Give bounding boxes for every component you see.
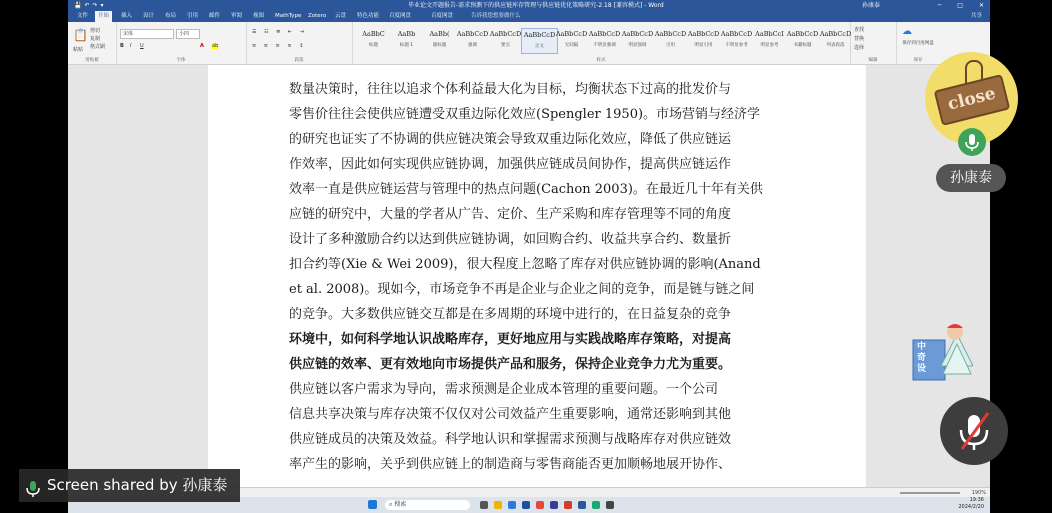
taskbar-search[interactable]: ⌕ 搜索 <box>385 500 470 510</box>
save-label: 保存 <box>913 58 923 63</box>
tab-review[interactable]: 审阅 <box>231 13 243 19</box>
styles-group <box>352 22 851 64</box>
style-item[interactable] <box>356 28 391 52</box>
paragraph-group <box>246 22 353 64</box>
document-line: 供应链以客户需求为导向，需求预测是企业成本管理的重要问题。一个公司 <box>289 382 719 397</box>
save-to-baidu-button[interactable]: 保存到百度网盘 <box>902 41 934 46</box>
font-color-icon[interactable]: A <box>200 43 204 49</box>
file-explorer-icon[interactable] <box>494 501 502 509</box>
task-view-icon[interactable] <box>480 501 488 509</box>
word-icon[interactable] <box>578 501 586 509</box>
app-icon-3[interactable] <box>550 501 558 509</box>
mute-microphone-button[interactable] <box>940 397 1008 465</box>
sticker-text: 中奇设 <box>917 342 927 374</box>
zoom-level[interactable]: 190% <box>971 490 986 496</box>
tell-me-search[interactable]: 告诉我您想要做什么 <box>471 13 521 19</box>
style-item[interactable] <box>455 28 490 52</box>
font-name-select[interactable]: 宋体 <box>120 29 174 39</box>
style-item[interactable] <box>554 28 589 52</box>
sticker-image <box>911 322 973 382</box>
underline-button[interactable]: U <box>140 43 144 49</box>
mic-active-icon <box>958 128 986 156</box>
style-item[interactable] <box>785 28 820 52</box>
replace-button[interactable]: 替换 <box>854 36 865 42</box>
document-line: 率产生的影响，关乎到供应链上的制造商与零售商能否更加顺畅地展开协作、 <box>289 457 732 472</box>
windows-start-icon[interactable] <box>368 500 377 509</box>
cloud-save-icon[interactable]: ☁ <box>902 26 912 37</box>
tab-file[interactable]: 文件 <box>77 13 89 19</box>
bold-button[interactable]: B <box>120 43 124 49</box>
app-icon-4[interactable] <box>592 501 600 509</box>
document-line: 效率一直是供应链运营与管理中的热点问题(Cachon 2003)。在最近几十年有关供 <box>289 182 763 197</box>
style-name: 明显引用 <box>694 43 713 48</box>
style-name: 无间隔 <box>564 43 579 48</box>
find-button[interactable]: 查找 <box>854 27 865 33</box>
tab-mathtype[interactable]: MathType <box>275 13 302 19</box>
style-name: 明显强调 <box>628 43 647 48</box>
style-item[interactable] <box>653 28 688 52</box>
document-line: 的竞争。大多数供应链交互都是在多周期的环境中进行的，在日益复杂的竞争 <box>289 307 732 322</box>
document-line: 供应链成员的决策及效益。科学地认识和掌握需求预测与战略库存对供应链效 <box>289 432 732 447</box>
style-item[interactable] <box>620 28 655 52</box>
style-sample: AaBbCcD <box>621 30 654 38</box>
paragraph-label: 段落 <box>294 58 304 63</box>
ribbon <box>68 22 990 65</box>
share-button[interactable]: 共享 <box>970 13 982 19</box>
style-sample: AaBb <box>397 30 416 38</box>
system-clock[interactable] <box>958 497 984 511</box>
app-icon-2[interactable] <box>536 501 544 509</box>
style-item[interactable] <box>818 28 853 52</box>
maximize-button[interactable]: □ <box>957 2 963 9</box>
style-sample: AaBbC <box>362 30 385 38</box>
style-sample: AaBbCcD <box>555 30 588 38</box>
chrome-icon[interactable] <box>564 501 572 509</box>
style-name: 正文 <box>535 44 544 49</box>
style-name: 不明显强调 <box>593 43 616 48</box>
select-button[interactable]: 选择 <box>854 45 865 51</box>
document-line: et al. 2008)。现如今，市场竞争不再是企业与企业之间的竞争，而是链与链之间 <box>289 282 755 297</box>
mic-muted-icon <box>940 397 1008 465</box>
document-area <box>68 65 990 487</box>
document-line: 扣合约等(Xie & Wei 2009)，很大程度上忽略了库存对供应链协调的影响(Anand <box>289 257 761 272</box>
style-sample: AaBbCcD <box>588 30 621 38</box>
mic-active-small-icon <box>25 477 41 510</box>
clipboard-label: 剪贴板 <box>85 58 99 63</box>
tab-mailings[interactable]: 邮件 <box>209 13 221 19</box>
style-name: 引用 <box>666 43 675 48</box>
tab-features[interactable]: 特色功能 <box>357 13 380 19</box>
style-name: 书籍标题 <box>793 43 812 48</box>
tab-baidu-1[interactable]: 百度网盘 <box>389 13 412 19</box>
edge-icon[interactable] <box>508 501 516 509</box>
ribbon-tabs <box>68 11 990 22</box>
style-sample: AaBbCcD <box>819 30 852 38</box>
style-item[interactable] <box>389 28 424 52</box>
document-line: 设计了多种激励合约以达到供应链协调，如回购合约、收益共享合约、数量折 <box>289 232 732 247</box>
style-name: 标题 1 <box>399 43 414 48</box>
title-bar <box>68 0 990 11</box>
style-name: 强调 <box>468 43 477 48</box>
highlight-icon[interactable]: ab <box>212 43 219 49</box>
close-sign-text: close <box>945 83 998 115</box>
style-item[interactable] <box>686 28 721 52</box>
paste-button[interactable]: 粘贴 <box>73 47 84 53</box>
close-button[interactable]: ✕ <box>978 2 984 9</box>
style-sample: AaBb( <box>429 30 450 38</box>
shared-screen <box>68 0 990 513</box>
style-sample: AaBbCcD <box>654 30 687 38</box>
document-line: 的研究也证实了不协调的供应链决策会导致双重边际化效应，降低了供应链运 <box>289 132 732 147</box>
cut-button[interactable]: 剪切 <box>90 28 101 34</box>
tab-insert[interactable]: 插入 <box>121 13 133 19</box>
font-group <box>116 22 247 64</box>
style-sample: AaBbCcD <box>720 30 753 38</box>
participant-name-badge: 孙康泰 <box>936 164 1006 192</box>
taskbar-search-label: 搜索 <box>394 501 407 508</box>
zoom-slider[interactable] <box>900 492 960 494</box>
style-name: 明显参考 <box>760 43 779 48</box>
font-label: 字体 <box>176 58 186 63</box>
document-line: 供应链的效率、更有效地向市场提供产品和服务，保持企业竞争力尤为重要。 <box>289 357 732 372</box>
close-sign <box>934 74 1011 126</box>
tab-layout[interactable]: 布局 <box>165 13 177 19</box>
style-name: 不明显参考 <box>725 43 748 48</box>
document-line: 环境中，如何科学地认识战略库存，更好地应用与实践战略库存策略，对提高 <box>289 332 732 347</box>
tab-cloud[interactable]: 云盘 <box>335 13 347 19</box>
format-painter-button[interactable]: 格式刷 <box>90 44 106 50</box>
editing-group <box>850 22 897 64</box>
quick-access-toolbar[interactable]: 💾↶↷▾ <box>74 2 107 9</box>
style-name: 标题 <box>369 43 378 48</box>
tab-references[interactable]: 引用 <box>187 13 199 19</box>
align-icons[interactable]: ≡ ≡ ≡ ≡ ↕ <box>252 43 307 49</box>
style-sample: AaBbCcD <box>456 30 489 38</box>
clock-date: 2024/2/20 <box>958 504 984 510</box>
clipboard-group <box>68 22 117 64</box>
style-name: 要点 <box>501 43 510 48</box>
tab-baidu-2[interactable]: 百度网盘 <box>431 13 454 19</box>
tab-view[interactable]: 视图 <box>253 13 265 19</box>
style-sample: AaBbCcI <box>755 30 784 38</box>
document-line: 作效率，因此如何实现供应链协调，加强供应链成员间协作，提高供应链运作 <box>289 157 732 172</box>
tab-home[interactable]: 开始 <box>95 11 112 22</box>
copy-button[interactable]: 复制 <box>90 36 101 42</box>
style-item[interactable] <box>521 28 558 54</box>
save-group <box>896 22 940 64</box>
italic-button[interactable]: I <box>130 43 132 49</box>
app-icon-5[interactable] <box>606 501 614 509</box>
window-title: 毕业论文开题报告-需求预测下的供应链库存管理与供应链优化策略研究-2.18 [兼容模式] - Word <box>408 2 664 9</box>
document-line: 数量决策时，往往以追求个体利益最大化为目标，均衡状态下过高的批发价与 <box>289 82 732 97</box>
style-item[interactable] <box>422 28 457 52</box>
style-item[interactable] <box>587 28 622 52</box>
document-line: 信息共享决策与库存决策不仅仅对公司效益产生重要影响，通常还影响到其他 <box>289 407 732 422</box>
list-icons[interactable]: ☰ ☷ ≣ ⇤ ⇥ <box>252 29 307 35</box>
style-sample: AaBbCcD <box>489 30 522 38</box>
minimize-button[interactable]: ─ <box>937 2 942 9</box>
style-item[interactable] <box>719 28 754 52</box>
document-line: 零售价往往会使供应链遭受双重边际化效应(Spengler 1950)。市场营销与经济学 <box>289 107 761 122</box>
document-page[interactable] <box>208 65 866 487</box>
editing-label: 编辑 <box>868 58 878 63</box>
clock-time: 19:36 <box>969 497 984 503</box>
font-size-select[interactable]: 小四 <box>176 29 200 39</box>
screen-shared-banner <box>19 469 240 502</box>
style-item[interactable] <box>488 28 523 52</box>
style-sample: AaBbCcD <box>687 30 720 38</box>
style-sample: AaBbCcD <box>523 31 556 39</box>
screen-shared-text: Screen shared by 孙康泰 <box>47 476 228 494</box>
document-line: 应链的研究中，大量的学者从广告、定价、生产采购和库存管理等不同的角度 <box>289 207 732 222</box>
app-icon-1[interactable] <box>522 501 530 509</box>
tab-design[interactable]: 设计 <box>143 13 155 19</box>
style-name: 副标题 <box>432 43 447 48</box>
style-name: 列表段落 <box>826 43 845 48</box>
style-item[interactable] <box>752 28 787 52</box>
account-name[interactable]: 孙康泰 <box>861 2 880 9</box>
styles-label: 样式 <box>596 58 606 63</box>
paste-icon[interactable]: 📋 <box>73 28 88 42</box>
style-sample: AaBbCcD <box>786 30 819 38</box>
tab-zotero[interactable]: Zotero <box>308 13 327 19</box>
